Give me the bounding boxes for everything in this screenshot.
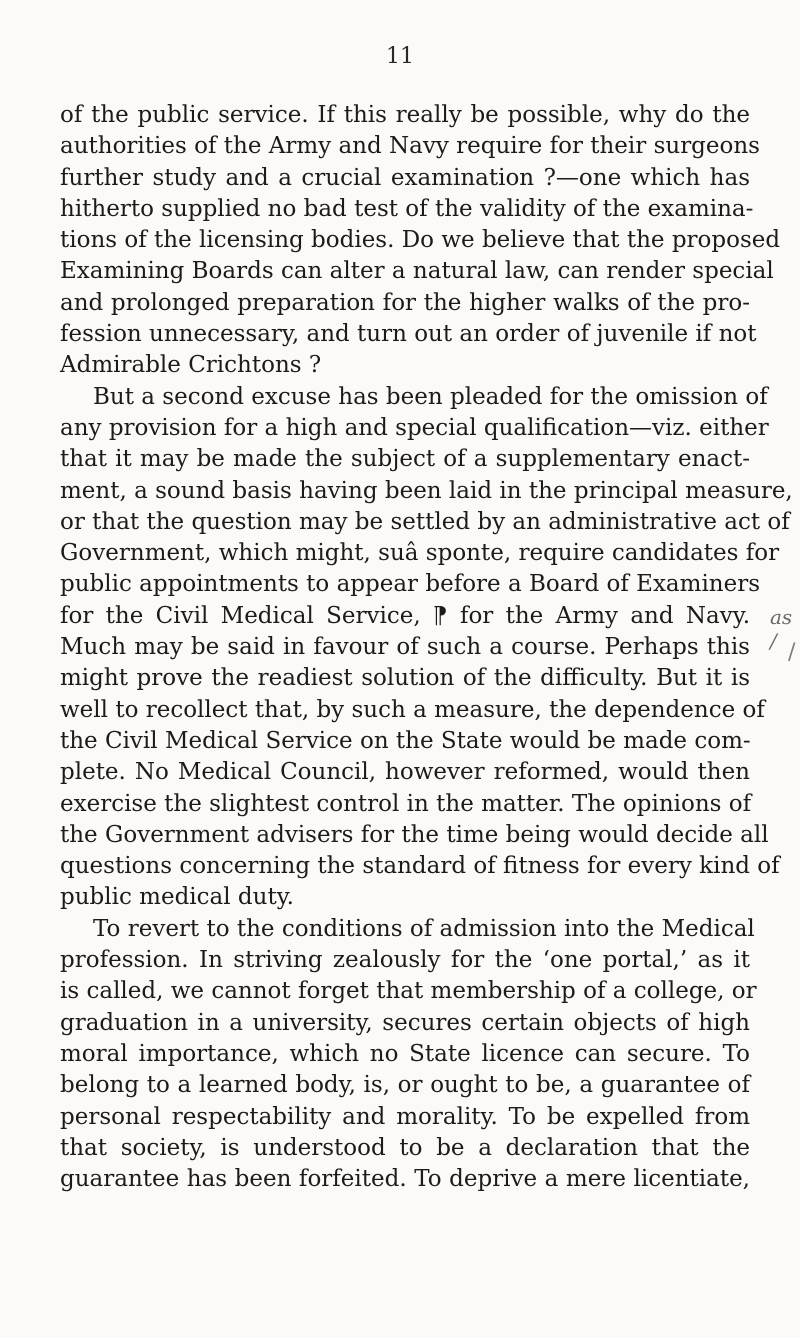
body-text bbox=[60, 100, 793, 1195]
text-line: belong to a learned body, is, or ought to be, a guarantee of bbox=[60, 1072, 750, 1099]
text-line: But a second excuse has been pleaded for the omission of bbox=[93, 383, 768, 410]
text-line: further study and a crucial examination ?—one which has bbox=[60, 164, 750, 191]
text-line: plete. No Medical Council, however reformed, would then bbox=[60, 759, 750, 786]
text-line: authorities of the Army and Navy require for their surgeons bbox=[60, 133, 760, 160]
text-line: exercise the slightest control in the matter. The opinions of bbox=[60, 790, 752, 817]
page-number: 11 bbox=[386, 44, 414, 69]
text-line: Examining Boards can alter a natural law, can render special bbox=[60, 258, 774, 285]
text-line: Admirable Crichtons ? bbox=[60, 352, 322, 379]
text-line: moral importance, which no State licence can secure. To bbox=[60, 1040, 750, 1067]
text-line: tions of the licensing bodies. Do we believe that the proposed bbox=[60, 227, 781, 254]
text-line: Government, which might, suâ sponte, require candidates for bbox=[60, 540, 780, 567]
text-line: the Government advisers for the time being would decide all bbox=[60, 821, 769, 848]
text-line: of the public service. If this really be possible, why do the bbox=[60, 102, 750, 128]
text-line: fession unnecessary, and turn out an order of juvenile if not bbox=[60, 321, 757, 348]
text-line: or that the question may be settled by an administrative act of bbox=[60, 508, 790, 535]
text-line: might prove the readiest solution of the difficulty. But it is bbox=[60, 665, 750, 692]
text-line: Much may be said in favour of such a course. Perhaps this bbox=[60, 634, 750, 661]
text-line: questions concerning the standard of fitness for every kind of bbox=[60, 853, 780, 880]
text-line: hitherto supplied no bad test of the validity of the examina- bbox=[60, 195, 754, 222]
text-line: that it may be made the subject of a supplementary enact- bbox=[60, 446, 750, 473]
text-line: ment, a sound basis having been laid in the principal measure, bbox=[60, 477, 793, 504]
text-line: for the Civil Medical Service, ⁋ for the Army and Navy. bbox=[60, 602, 750, 629]
text-line: guarantee has been forfeited. To deprive a mere licentiate, bbox=[60, 1166, 750, 1193]
text-line: public medical duty. bbox=[60, 884, 294, 911]
text-line: and prolonged preparation for the higher walks of the pro- bbox=[60, 289, 750, 316]
text-line: personal respectability and morality. To be expelled from bbox=[60, 1103, 750, 1130]
text-line: the Civil Medical Service on the State would be made com- bbox=[60, 727, 751, 754]
text-line: that society, is understood to be a declaration that the bbox=[60, 1134, 750, 1161]
text-line: public appointments to appear before a Board of Examiners bbox=[60, 571, 761, 598]
text-line: any provision for a high and special qualification—viz. either bbox=[60, 414, 769, 441]
text-line: graduation in a university, secures certain objects of high bbox=[60, 1009, 750, 1036]
handwritten-marginal-note: as / bbox=[770, 605, 793, 653]
handwritten-slash-mark: / bbox=[788, 640, 796, 665]
text-line: To revert to the conditions of admission into the Medical bbox=[93, 915, 755, 942]
text-line: well to recollect that, by such a measure, the dependence of bbox=[60, 696, 765, 723]
text-line: profession. In striving zealously for the ‘one portal,’ as it bbox=[60, 947, 750, 974]
text-line: is called, we cannot forget that membership of a college, or bbox=[60, 978, 757, 1005]
